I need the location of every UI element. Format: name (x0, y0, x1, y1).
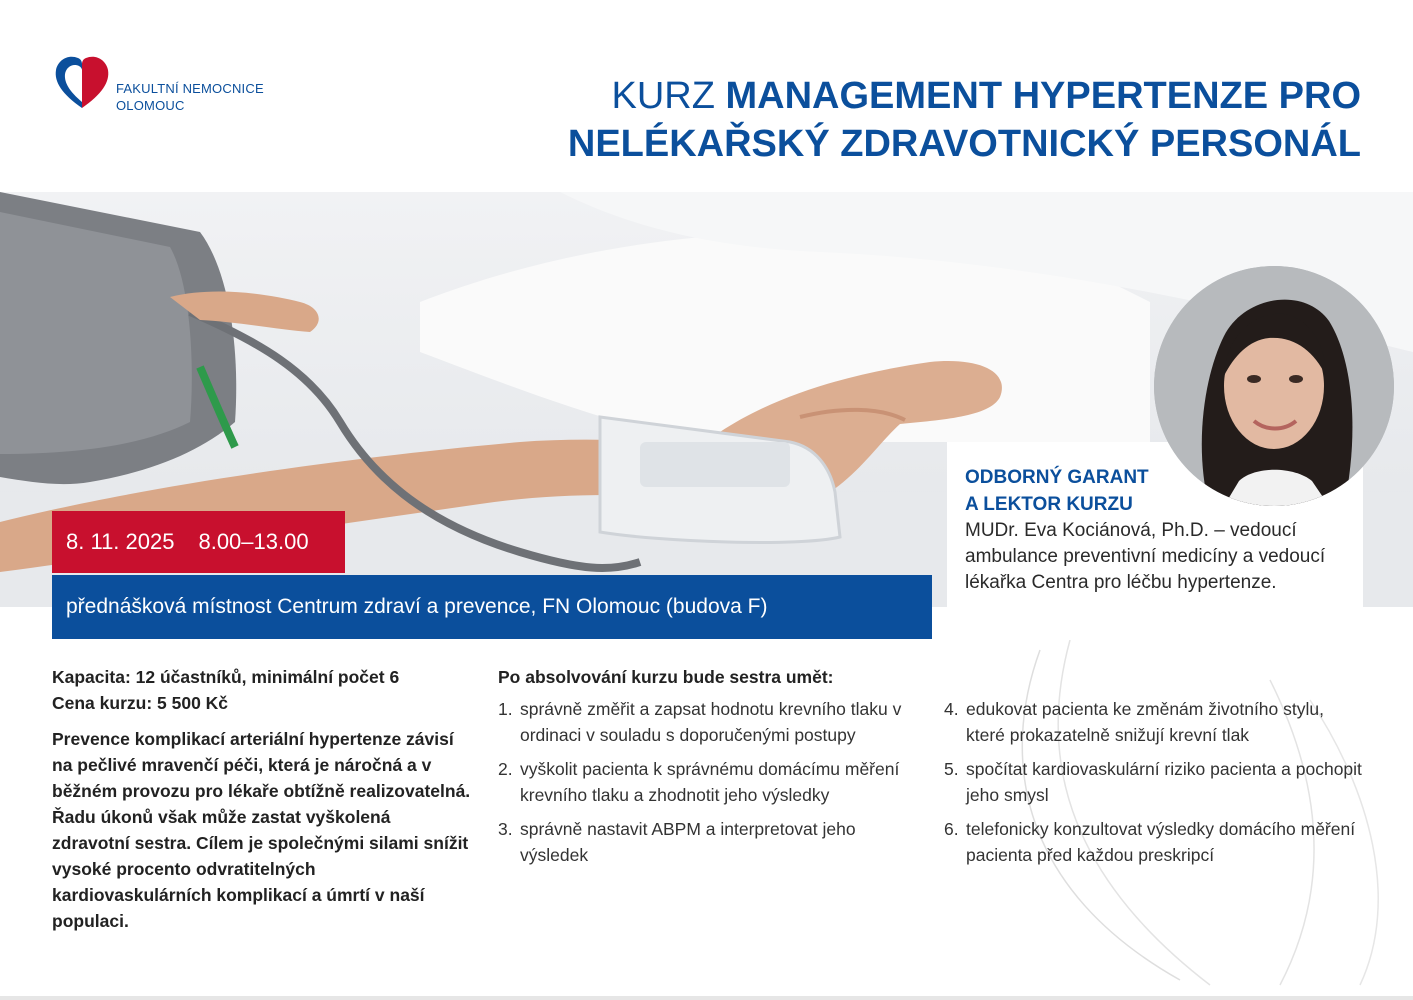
price: Cena kurzu: 5 500 Kč (52, 693, 229, 713)
outcomes-heading: Po absolvování kurzu bude sestra umět: (498, 667, 834, 687)
event-date: 8. 11. 2025 (66, 529, 175, 554)
lecturer-heading-line-2: A LEKTOR KURZU (965, 494, 1133, 515)
event-location: přednášková místnost Centrum zdraví a prevence, FN Olomouc (budova F) (66, 595, 768, 618)
page-title (568, 72, 1361, 168)
title-line-1: MANAGEMENT HYPERTENZE PRO (725, 75, 1361, 117)
event-location-banner (52, 575, 932, 639)
lecturer-portrait (1154, 266, 1394, 506)
outcomes-list-part-2 (944, 696, 1364, 876)
list-item: 3. správně nastavit ABPM a interpretovat jeho výsledek (498, 819, 856, 865)
list-item: 4. edukovat pacienta ke změnám životního stylu, které prokazatelně snižují krevní tlak (944, 699, 1324, 745)
course-info (52, 664, 472, 934)
capacity: Kapacita: 12 účastníků, minimální počet 6 (52, 667, 400, 687)
list-item: 1. správně změřit a zapsat hodnotu krevního tlaku v ordinaci v souladu s doporučenými postupy (498, 699, 902, 745)
list-item: 5. spočítat kardiovaskulární riziko pacienta a pochopit jeho smysl (944, 759, 1362, 805)
list-item: 6. telefonicky konzultovat výsledky domácího měření pacienta před každou preskripcí (944, 819, 1356, 865)
lecturer-heading-line-1: ODBORNÝ GARANT (965, 467, 1149, 488)
lecturer-description: MUDr. Eva Kociánová, Ph.D. – vedoucí ambulance preventivní medicíny a vedoucí lékařka Centra pro léčbu hypertenze. (965, 520, 1326, 593)
event-time: 8.00–13.00 (198, 529, 309, 554)
bottom-divider (0, 996, 1413, 1000)
course-description: Prevence komplikací arteriální hypertenze závisí na pečlivé mravenčí péči, která je náročná a v běžném provozu pro lékaře obtížně realizovatelná. Řadu úkonů však může zastat vyškolená zdravotní sestra. Cílem je společnými silami snížit vysoké procento odvratitelných kardiovaskulárních komplikací a úmrtí v naší populaci. (52, 729, 471, 931)
list-item: 2. vyškolit pacienta k správnému domácímu měření krevního tlaku a zhodnotit jeho výsledky (498, 759, 900, 805)
outcomes-list-part-1 (498, 664, 918, 876)
lecturer-heading (965, 464, 1149, 518)
title-prefix: KURZ (611, 75, 715, 117)
heart-logo-icon (52, 52, 112, 112)
hospital-logo (52, 52, 292, 116)
logo-line-2: OLOMOUC (116, 98, 185, 113)
event-date-banner (52, 511, 345, 573)
title-line-2: NELÉKAŘSKÝ ZDRAVOTNICKÝ PERSONÁL (567, 123, 1361, 165)
logo-line-1: FAKULTNÍ NEMOCNICE (116, 81, 264, 96)
